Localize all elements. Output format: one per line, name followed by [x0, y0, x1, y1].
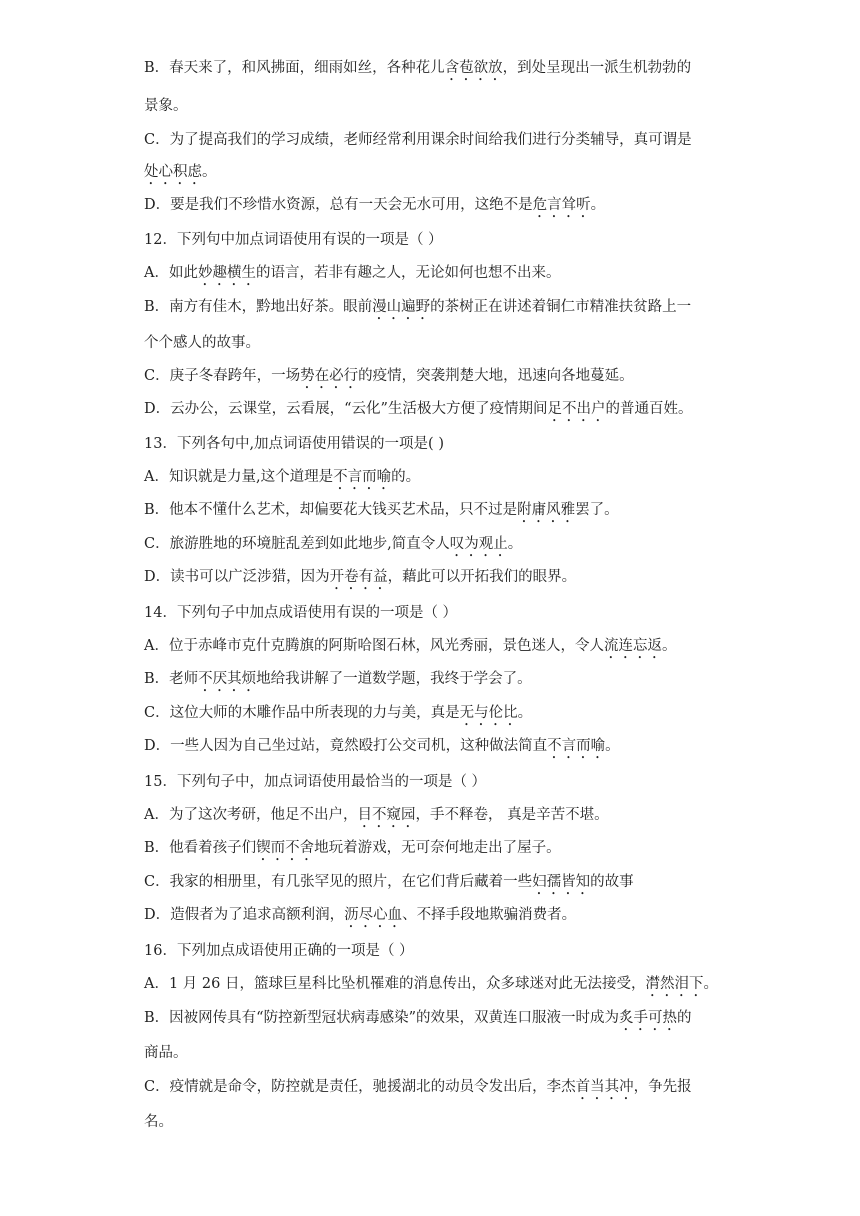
text-segment: B．他看着孩子们	[144, 840, 257, 856]
emphasized-idiom: 首当其冲	[575, 1079, 634, 1095]
text-segment: 地给我讲解了一道数学题，我终于学会了。	[256, 671, 532, 687]
text-line	[144, 467, 420, 493]
text-segment: C．我家的相册里，有几张罕见的照片，在它们背后藏着一些	[144, 874, 533, 890]
text-segment: D．读书可以广泛涉猎，因为	[144, 569, 330, 585]
text-segment: 地玩着游戏，无可奈何地走出了屋子。	[314, 840, 561, 856]
emphasized-idiom: 危言耸听	[532, 197, 591, 213]
emphasized-idiom: 妇孺皆知	[532, 874, 591, 890]
text-segment: 景象。	[144, 98, 188, 114]
text-segment: A．位于赤峰市克什克腾旗的阿斯哈图石林，风光秀丽，景色迷人，令人	[144, 638, 604, 654]
text-segment: C．这位大师的木雕作品中所表现的力与美，真是	[144, 705, 460, 721]
text-segment: B．春天来了，和风拂面，细雨如丝，各种花儿	[144, 60, 445, 76]
text-line	[144, 1112, 173, 1132]
text-segment: 12．下列句中加点词语使用有误的一项是（ ）	[144, 232, 443, 248]
text-line	[144, 872, 634, 898]
text-segment: 的。	[391, 469, 421, 485]
text-line	[144, 195, 605, 221]
emphasized-idiom: 处心积虑	[144, 164, 202, 180]
text-line	[144, 399, 692, 425]
text-line	[144, 230, 443, 250]
text-segment: B．南方有佳木，黔地出好茶。眼前	[144, 299, 373, 315]
text-line	[144, 772, 486, 792]
text-line	[144, 434, 444, 454]
text-line	[144, 636, 676, 662]
text-segment: D．一些人因为自己坐过站，竟然殴打公交司机，这种做法简直	[144, 738, 548, 754]
text-line	[144, 805, 609, 831]
emphasized-idiom: 沥尽心血	[344, 907, 403, 923]
text-segment: ，争先报	[633, 1079, 692, 1095]
text-segment: 。	[703, 976, 718, 992]
text-segment: 。	[590, 197, 606, 213]
text-line	[144, 905, 576, 931]
text-segment: 的茶树正在讲述着铜仁市精准扶贫路上一	[430, 299, 692, 315]
text-segment: A．知识就是力量,这个道理是	[144, 469, 334, 485]
text-line	[144, 838, 561, 864]
emphasized-idiom: 足不出户	[547, 401, 606, 417]
text-segment: B．老师	[144, 671, 199, 687]
text-segment: 16．下列加点成语使用正确的一项是（ ）	[144, 943, 414, 959]
text-line	[144, 333, 260, 353]
text-line	[144, 130, 692, 150]
emphasized-idiom: 含苞欲放	[444, 60, 503, 76]
emphasized-idiom: 妙趣横生	[197, 265, 256, 281]
text-segment: A．如此	[144, 265, 198, 281]
text-line	[144, 534, 522, 560]
text-line	[144, 1077, 692, 1103]
text-segment: 名。	[144, 1114, 173, 1130]
text-segment: 14．下列句子中加点成语使用有误的一项是（ ）	[144, 605, 458, 621]
text-segment: 的故事	[590, 874, 634, 890]
emphasized-idiom: 炙手可热	[618, 1010, 677, 1026]
text-segment: 、不择手段地欺骗消费者。	[402, 907, 577, 923]
text-segment: 的疫情，突袭荆楚大地，迅速向各地蔓延。	[358, 368, 634, 384]
text-segment: 。	[507, 536, 523, 552]
text-segment: 的普通百姓。	[605, 401, 693, 417]
text-segment: 。	[202, 164, 217, 180]
emphasized-idiom: 不言而喻	[547, 738, 606, 754]
text-line	[144, 703, 532, 729]
emphasized-idiom: 开卷有益	[329, 569, 388, 585]
emphasized-idiom: 势在必行	[300, 368, 359, 384]
emphasized-idiom: 不言而喻	[333, 469, 392, 485]
text-segment: B．因被网传具有“防控新型冠状病毒感染”的效果，双黄连口服液一时成为	[144, 1010, 619, 1026]
emphasized-idiom: 附庸风雅	[517, 502, 576, 518]
text-line	[144, 162, 217, 188]
text-segment: 商品。	[144, 1045, 188, 1061]
text-segment: 。	[661, 638, 677, 654]
text-line	[144, 603, 457, 623]
text-segment: 15．下列句子中，加点词语使用最恰当的一项是（ ）	[144, 774, 487, 790]
text-segment: C．旅游胜地的环境脏乱差到如此地步,简直令人	[144, 536, 450, 552]
text-segment: A．为了这次考研，他足不出户，	[144, 807, 358, 823]
text-line	[144, 1008, 691, 1034]
text-line	[144, 366, 634, 392]
text-segment: ，手不释卷， 真是辛苦不堪。	[415, 807, 609, 823]
text-segment: A．1 月 26 日，篮球巨星科比坠机罹难的消息传出，众多球迷对此无法接受，	[144, 976, 646, 992]
text-segment: 的语言，若非有趣之人，无论如何也想不出来。	[255, 265, 561, 281]
text-segment: C．为了提高我们的学习成绩，老师经常利用课余时间给我们进行分类辅导，真可谓是	[144, 132, 692, 148]
text-segment: 。	[605, 738, 620, 754]
emphasized-idiom: 目不窥园	[357, 807, 416, 823]
text-segment: ，到处呈现出一派生机勃勃的	[502, 60, 692, 76]
text-segment: C．庚子冬春跨年，一场	[144, 368, 301, 384]
text-segment: ，藉此可以开拓我们的眼界。	[387, 569, 577, 585]
emphasized-idiom: 无与伦比	[459, 705, 518, 721]
text-line	[144, 500, 619, 526]
text-segment: D．云办公，云课堂，云看展，“云化”生活极大方便了疫情期间	[144, 401, 548, 417]
text-segment: 。	[517, 705, 533, 721]
text-line	[144, 669, 532, 695]
emphasized-idiom: 潸然泪下	[645, 976, 704, 992]
emphasized-idiom: 流连忘返	[603, 638, 662, 654]
text-segment: 的	[676, 1010, 692, 1026]
text-line	[144, 736, 620, 762]
emphasized-idiom: 叹为观止	[449, 536, 508, 552]
text-segment: B．他本不懂什么艺术，却偏要花大钱买艺术品，只不过是	[144, 502, 518, 518]
emphasized-idiom: 锲而不舍	[256, 840, 315, 856]
text-segment: 13．下列各句中,加点词语使用错误的一项是( )	[144, 436, 444, 452]
text-line	[144, 263, 560, 289]
text-segment: 个个感人的故事。	[144, 335, 260, 351]
emphasized-idiom: 漫山遍野	[372, 299, 431, 315]
text-line	[144, 567, 576, 593]
text-segment: D．造假者为了追求高额利润，	[144, 907, 345, 923]
text-segment: C．疫情就是命令，防控就是责任，驰援湖北的动员令发出后，李杰	[144, 1079, 576, 1095]
text-segment: D．要是我们不珍惜水资源，总有一天会无水可用，这绝不是	[144, 197, 533, 213]
text-line	[144, 96, 188, 116]
text-segment: 罢了。	[575, 502, 619, 518]
text-line	[144, 58, 691, 84]
text-line	[144, 941, 414, 961]
emphasized-idiom: 不厌其烦	[198, 671, 257, 687]
text-line	[144, 1043, 188, 1063]
text-line	[144, 974, 718, 1000]
text-line	[144, 297, 691, 323]
